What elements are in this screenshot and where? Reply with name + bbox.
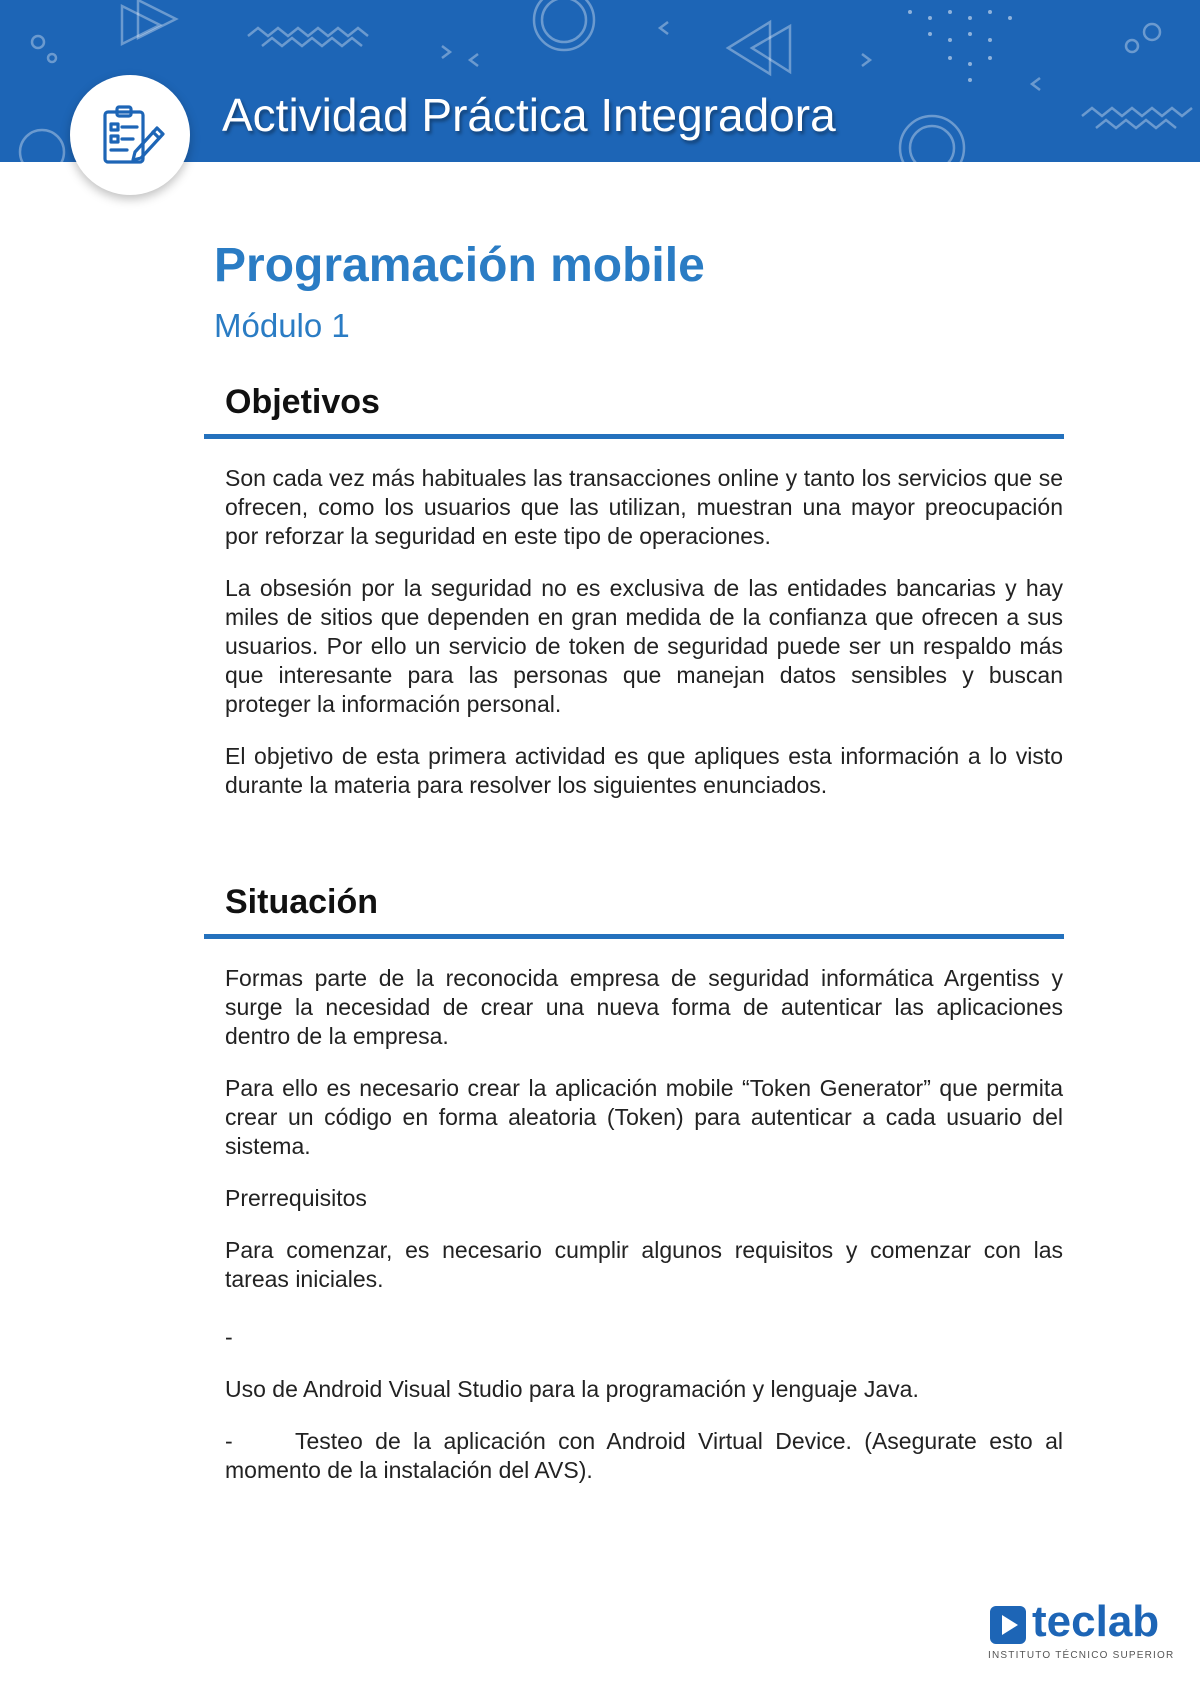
paragraph: La obsesión por la seguridad no es exclusiva de las entidades bancarias y hay miles de sitios que dependen en gran medida de la confianza que ofrecen a sus usuarios. Por ello un servicio de token de seguridad puede ser un respaldo más que interesante para las personas que manejan datos sensibles y buscan proteger la información personal.: [225, 575, 1063, 717]
activity-badge: [70, 75, 190, 195]
paragraph: Formas parte de la reconocida empresa de seguridad informática Argentiss y surge la necesidad de crear una nueva forma de autenticar las aplicaciones dentro de la empresa.: [225, 965, 1063, 1049]
situacion-body: [225, 964, 1063, 1508]
list-bullet: -: [225, 1324, 233, 1350]
list-item: Uso de Android Visual Studio para la programación y lenguaje Java.: [225, 1376, 919, 1402]
document-subtitle: Módulo 1: [214, 307, 350, 344]
list-bullet: -: [225, 1428, 233, 1454]
paragraph: Para ello es necesario crear la aplicación mobile “Token Generator” que permita crear un código en forma aleatoria (Token) para autenticar a cada usuario del sistema.: [225, 1075, 1063, 1159]
paragraph: Son cada vez más habituales las transacciones online y tanto los servicios que se ofrecen, como los usuarios que las utilizan, muestran una mayor preocupación por reforzar la seguridad en este tipo de operaciones.: [225, 465, 1063, 549]
banner-title: Actividad Práctica Integradora: [222, 89, 836, 141]
section-divider: [204, 434, 1064, 439]
list-item-text: Testeo de la aplicación con Android Virtual Device. (Asegurate esto al momento de la instalación del AVS).: [225, 1428, 1063, 1483]
logo-wordmark: teclab: [1032, 1597, 1160, 1646]
document-edit-icon: [95, 100, 165, 170]
section-heading-situacion: Situación: [225, 883, 379, 921]
paragraph: Para comenzar, es necesario cumplir algunos requisitos y comenzar con las tareas iniciales.: [225, 1237, 1063, 1292]
section-heading-objetivos: Objetivos: [225, 383, 380, 421]
logo-tagline: INSTITUTO TÉCNICO SUPERIOR: [988, 1650, 1175, 1661]
list-item: [225, 1427, 1063, 1485]
objetivos-body: [225, 464, 1063, 800]
paragraph: El objetivo de esta primera actividad es que apliques esta información a lo visto durante la materia para resolver los siguientes enunciados.: [225, 743, 1063, 798]
section-divider: [204, 934, 1064, 939]
play-square-icon: [988, 1604, 1028, 1646]
document-title: Programación mobile: [214, 239, 705, 292]
teclab-logo: [986, 1597, 1175, 1666]
paragraph-prerrequisitos: Prerrequisitos: [225, 1185, 367, 1211]
